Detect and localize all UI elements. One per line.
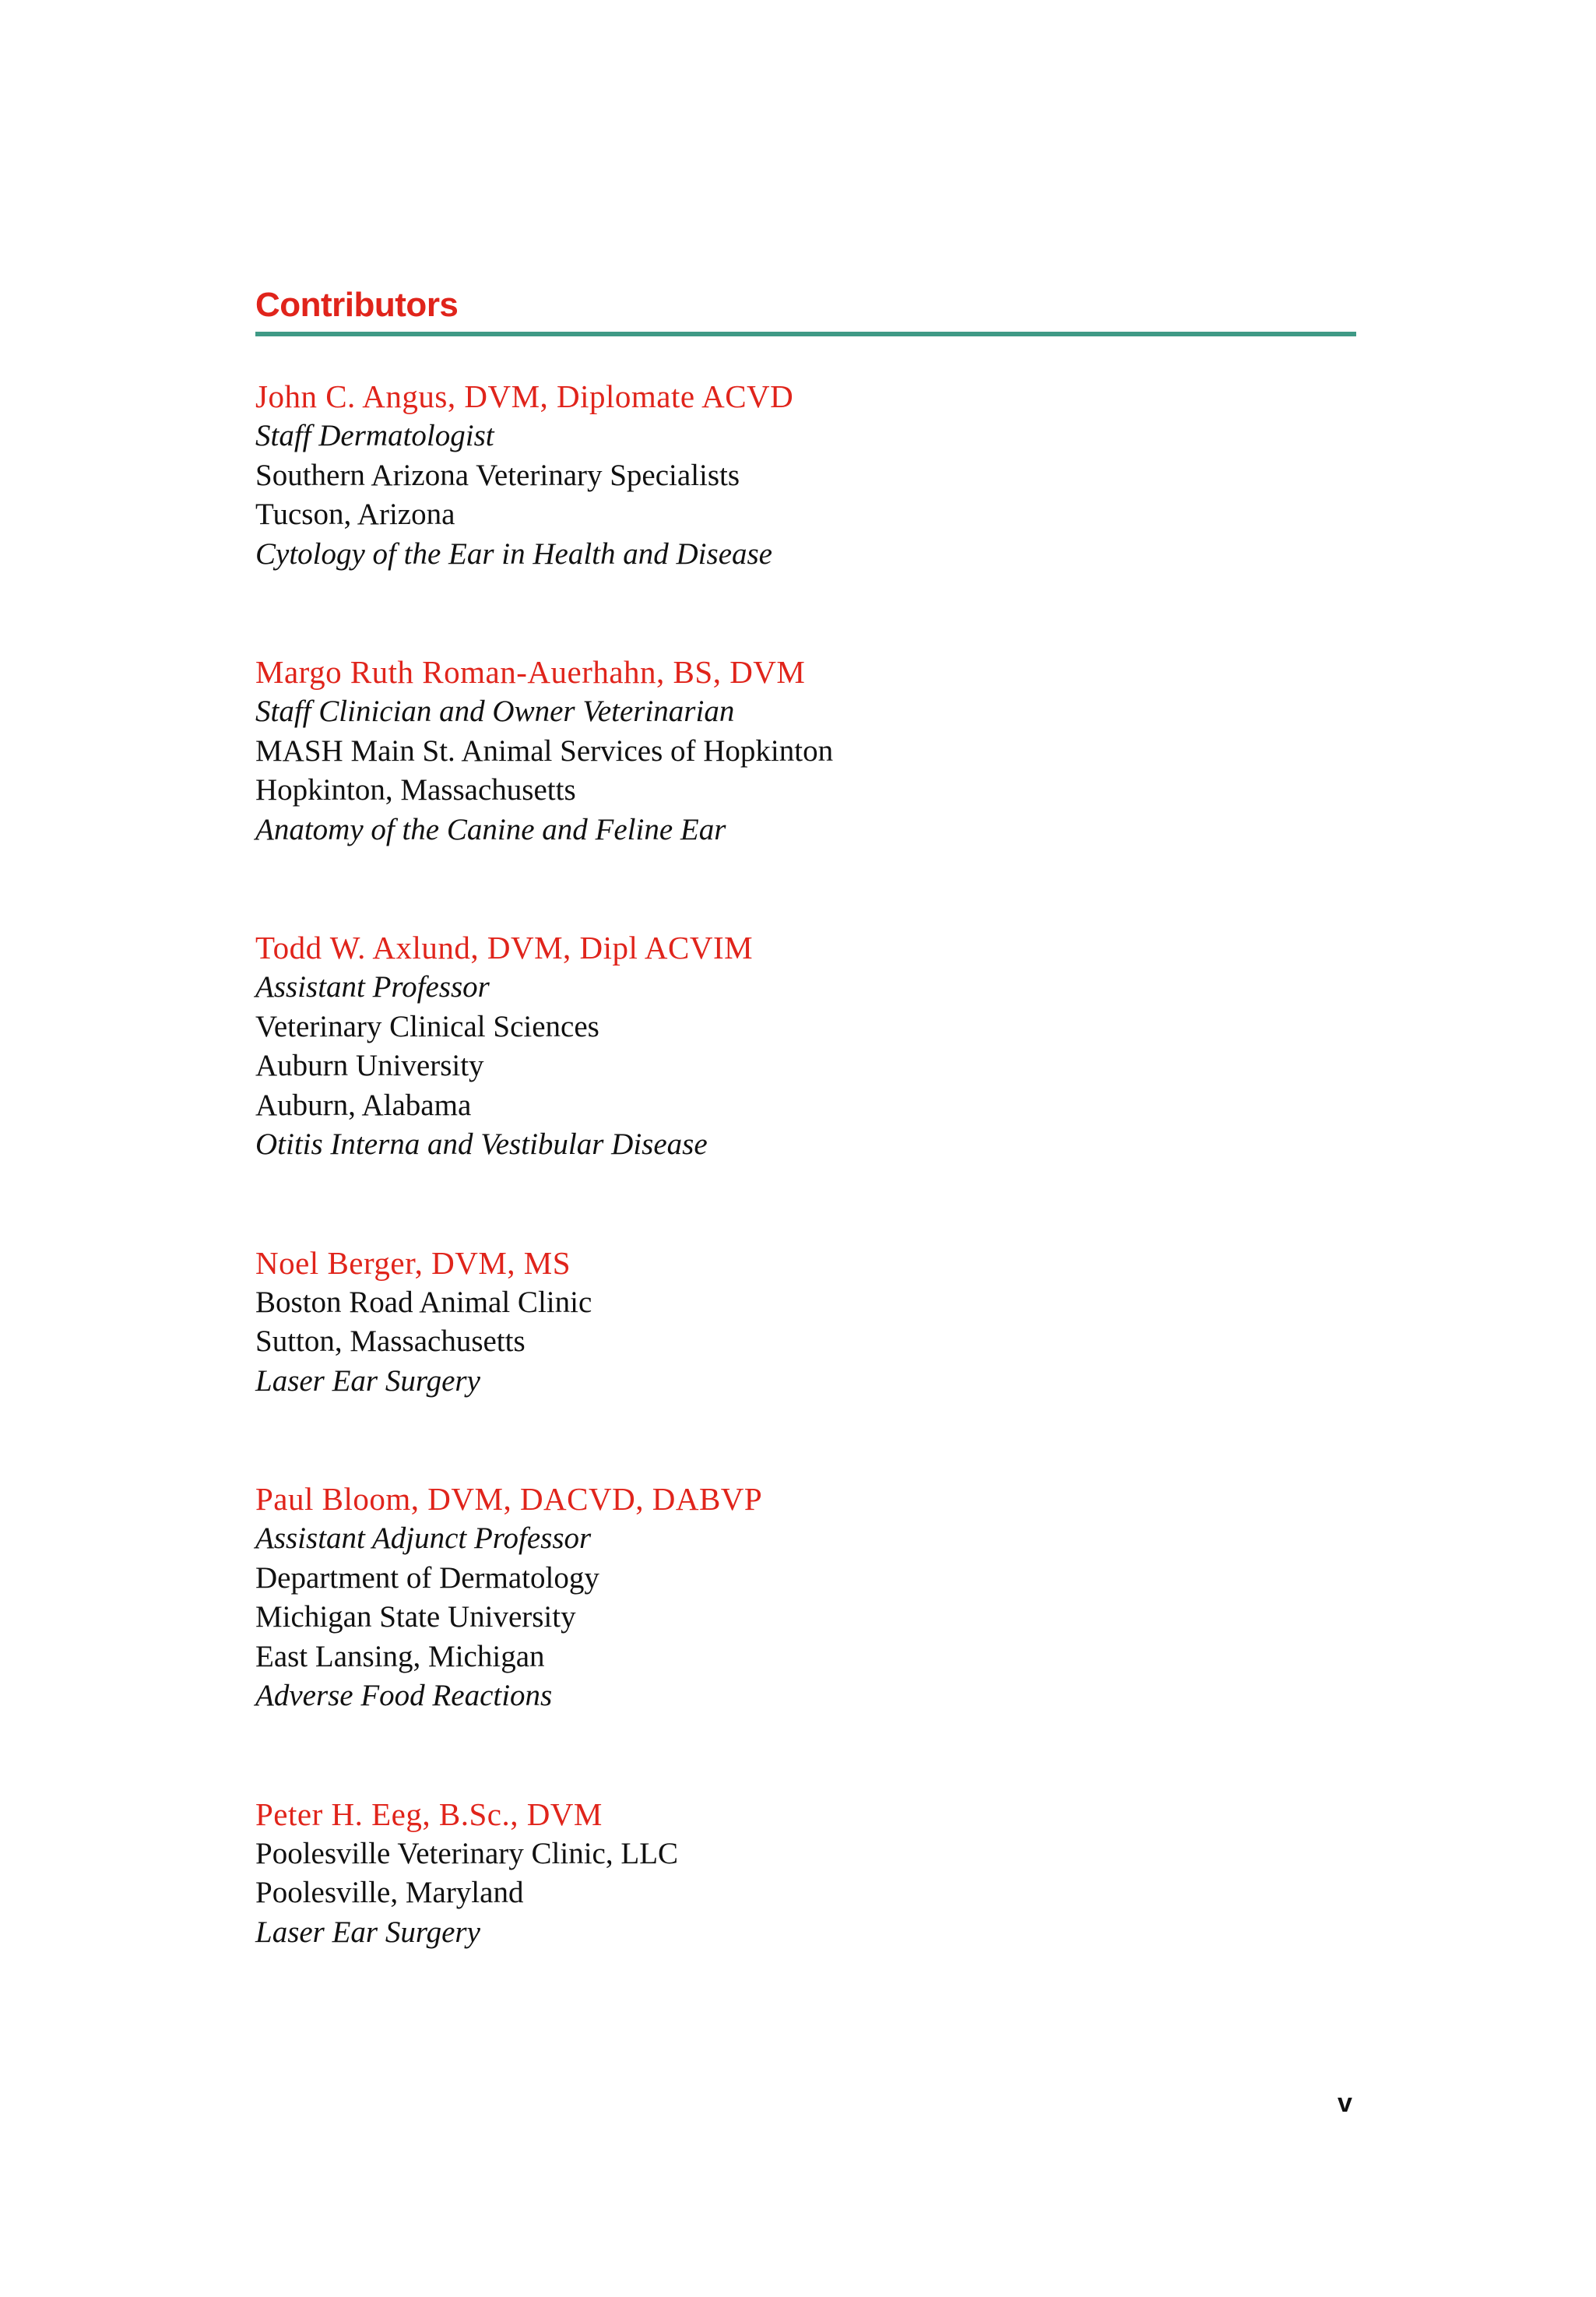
contributor-detail-line: Sutton, Massachusetts <box>255 1324 526 1358</box>
contributor-name: Margo Ruth Roman-Auerhahn, BS, DVM <box>255 654 806 690</box>
contributor-detail-line: Hopkinton, Massachusetts <box>255 773 576 807</box>
contributor-name: Todd W. Axlund, DVM, Dipl ACVIM <box>255 930 754 966</box>
contributor-detail-line: Department of Dermatology <box>255 1560 599 1595</box>
contributor-detail-line: Southern Arizona Veterinary Specialists <box>255 458 740 492</box>
contributor-detail-line: Michigan State University <box>255 1600 576 1634</box>
contributor-detail-line: Poolesville, Maryland <box>255 1876 524 1909</box>
contributor-name: Peter H. Eeg, B.Sc., DVM <box>255 1796 603 1832</box>
contributor-list <box>255 376 1356 1952</box>
contributor-italic-line: Laser Ear Surgery <box>255 1915 480 1949</box>
contributor-entry <box>255 652 1356 850</box>
contributor-italic-line: Staff Dermatologist <box>255 419 494 452</box>
contributor-detail-line: Veterinary Clinical Sciences <box>255 1009 599 1043</box>
contributor-entry <box>255 927 1356 1165</box>
contributor-entry <box>255 376 1356 574</box>
contributor-detail-line: Auburn University <box>255 1049 484 1082</box>
contributor-name: John C. Angus, DVM, Diplomate ACVD <box>255 378 794 414</box>
contributor-name: Noel Berger, DVM, MS <box>255 1244 571 1281</box>
contributor-detail-line: Auburn, Alabama <box>255 1088 472 1122</box>
page-title: Contributors <box>255 286 459 324</box>
contributor-italic-line: Cytology of the Ear in Health and Disease <box>255 536 772 571</box>
contributor-italic-line: Staff Clinician and Owner Veterinarian <box>255 695 735 728</box>
contributor-detail-line: MASH Main St. Animal Services of Hopkinton <box>255 733 834 768</box>
contributor-detail-line: Boston Road Animal Clinic <box>255 1285 592 1319</box>
contributor-detail-line: Poolesville Veterinary Clinic, LLC <box>255 1836 679 1870</box>
contributor-italic-line: Adverse Food Reactions <box>255 1679 553 1712</box>
contributor-detail-line: Tucson, Arizona <box>255 498 455 531</box>
contributor-entry <box>255 1794 1356 1953</box>
contributor-italic-line: Laser Ear Surgery <box>255 1363 480 1398</box>
contributor-entry <box>255 1479 1356 1716</box>
contributor-name: Paul Bloom, DVM, DACVD, DABVP <box>255 1481 763 1517</box>
contributor-italic-line: Anatomy of the Canine and Feline Ear <box>255 812 726 846</box>
contributor-italic-line: Assistant Professor <box>255 970 490 1004</box>
title-rule <box>255 332 1356 336</box>
contributor-italic-line: Assistant Adjunct Professor <box>255 1521 592 1555</box>
page-number: v <box>1338 2088 1352 2118</box>
contributor-entry <box>255 1243 1356 1402</box>
contributor-detail-line: East Lansing, Michigan <box>255 1639 545 1673</box>
contributor-italic-line: Otitis Interna and Vestibular Disease <box>255 1127 708 1161</box>
